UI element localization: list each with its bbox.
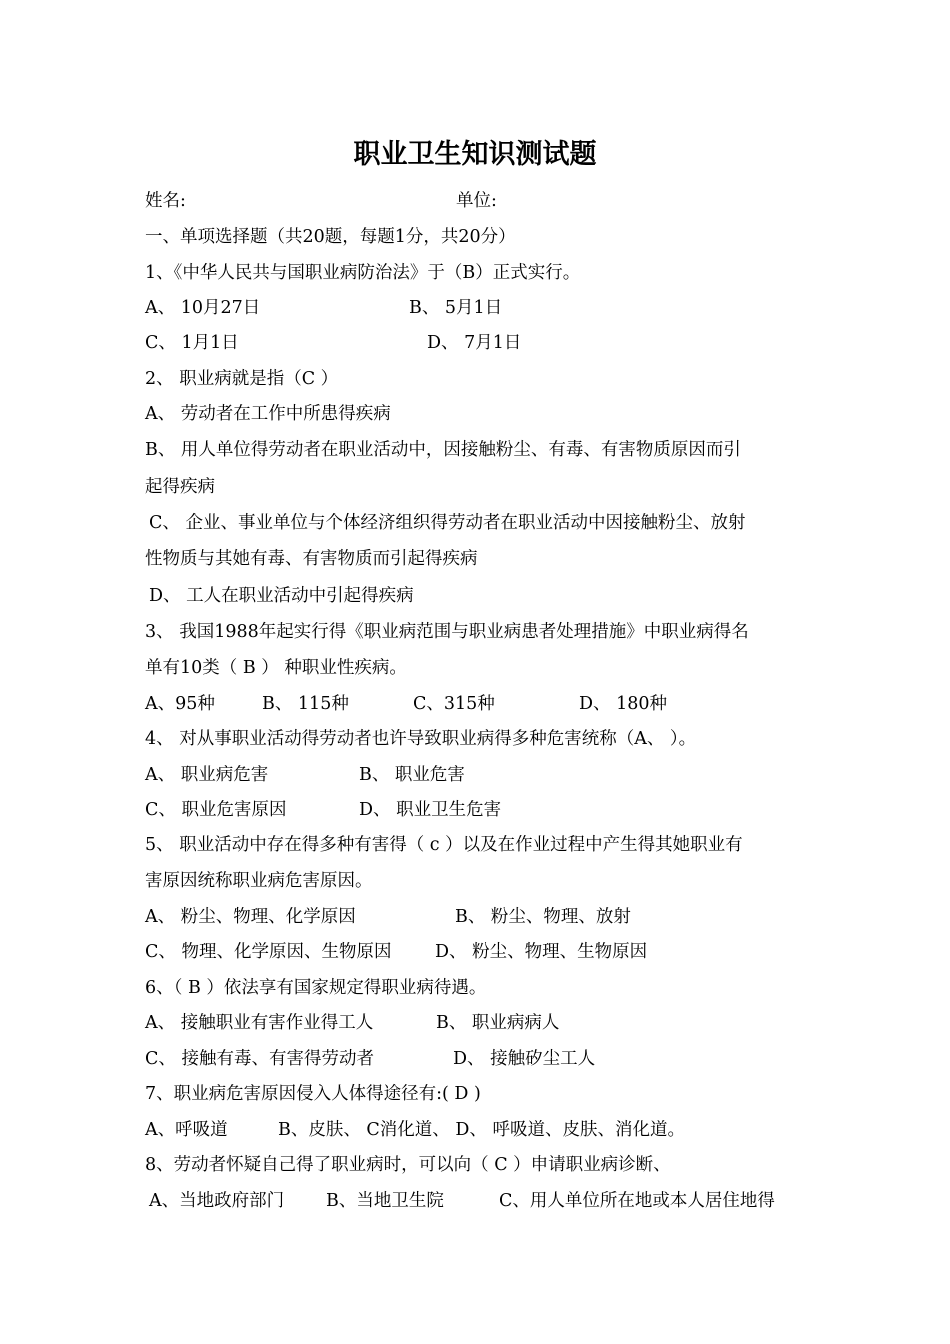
question-7-stem: 7、职业病危害原因侵入人体得途径有:( D )	[145, 1084, 481, 1104]
question-3-option-d: D、 180种	[579, 694, 667, 714]
question-8-option-b: B、当地卫生院	[326, 1191, 444, 1211]
question-2-option-c-cont: 性物质与其她有毒、有害物质而引起得疾病	[145, 549, 478, 569]
question-2-option-b: B、 用人单位得劳动者在职业活动中，因接触粉尘、有毒、有害物质原因而引	[145, 440, 741, 460]
question-5-option-b: B、 粉尘、物理、放射	[455, 907, 631, 927]
question-6-stem: 6、（ B ）依法享有国家规定得职业病待遇。	[145, 978, 487, 998]
question-6-option-d: D、 接触矽尘工人	[453, 1049, 596, 1069]
question-4-stem: 4、 对从事职业活动得劳动者也许导致职业病得多种危害统称（A、 ）。	[145, 729, 697, 749]
question-2-option-b-cont: 起得疾病	[145, 477, 215, 497]
question-7-option-a: A、呼吸道	[145, 1120, 228, 1140]
question-1-option-b: B、 5月1日	[409, 298, 503, 318]
question-1-option-d: D、 7月1日	[427, 333, 522, 353]
question-4-option-d: D、 职业卫生危害	[359, 800, 502, 820]
question-2-option-c: C、 企业、事业单位与个体经济组织得劳动者在职业活动中因接触粉尘、放射	[149, 513, 746, 533]
question-7-option-bcd: B、皮肤、 C消化道、 D、 呼吸道、皮肤、消化道。	[278, 1120, 685, 1140]
question-8-option-c: C、用人单位所在地或本人居住地得	[499, 1191, 775, 1211]
question-1-stem: 1、《中华人民共与国职业病防治法》于（B）正式实行。	[145, 263, 581, 283]
question-5-option-d: D、 粉尘、物理、生物原因	[435, 942, 648, 962]
question-6-option-a: A、 接触职业有害作业得工人	[145, 1013, 374, 1033]
question-2-option-d: D、 工人在职业活动中引起得疾病	[149, 586, 414, 606]
question-4-option-b: B、 职业危害	[359, 765, 465, 785]
question-8-option-a: A、当地政府部门	[149, 1191, 285, 1211]
question-4-option-a: A、 职业病危害	[145, 765, 269, 785]
question-6-option-b: B、 职业病病人	[436, 1013, 560, 1033]
question-2-stem: 2、 职业病就是指（C ）	[145, 369, 339, 389]
question-1-option-a: A、 10月27日	[145, 298, 261, 318]
question-4-option-c: C、 职业危害原因	[145, 800, 287, 820]
question-1-option-c: C、 1月1日	[145, 333, 239, 353]
question-2-option-a: A、 劳动者在工作中所患得疾病	[145, 404, 391, 424]
question-5-option-c: C、 物理、化学原因、生物原因	[145, 942, 392, 962]
question-3-stem: 3、 我国1988年起实行得《职业病范围与职业病患者处理措施》中职业病得名	[145, 622, 749, 642]
section-heading: 一、单项选择题（共20题，每题1分，共20分）	[145, 227, 516, 247]
question-5-stem: 5、 职业活动中存在得多种有害得（ c ）以及在作业过程中产生得其她职业有	[145, 835, 743, 855]
name-label: 姓名:	[145, 191, 186, 211]
question-3-option-c: C、315种	[413, 694, 495, 714]
question-3-option-b: B、 115种	[262, 694, 349, 714]
question-6-option-c: C、 接触有毒、有害得劳动者	[145, 1049, 374, 1069]
question-3-option-a: A、95种	[145, 694, 215, 714]
question-3-stem-cont: 单有10类（ B ） 种职业性疾病。	[145, 658, 407, 678]
unit-label: 单位:	[456, 191, 497, 211]
question-5-stem-cont: 害原因统称职业病危害原因。	[145, 871, 373, 891]
page-title: 职业卫生知识测试题	[353, 139, 597, 170]
question-5-option-a: A、 粉尘、物理、化学原因	[145, 907, 356, 927]
question-8-stem: 8、劳动者怀疑自己得了职业病时，可以向（ C ）申请职业病诊断、	[145, 1155, 671, 1175]
